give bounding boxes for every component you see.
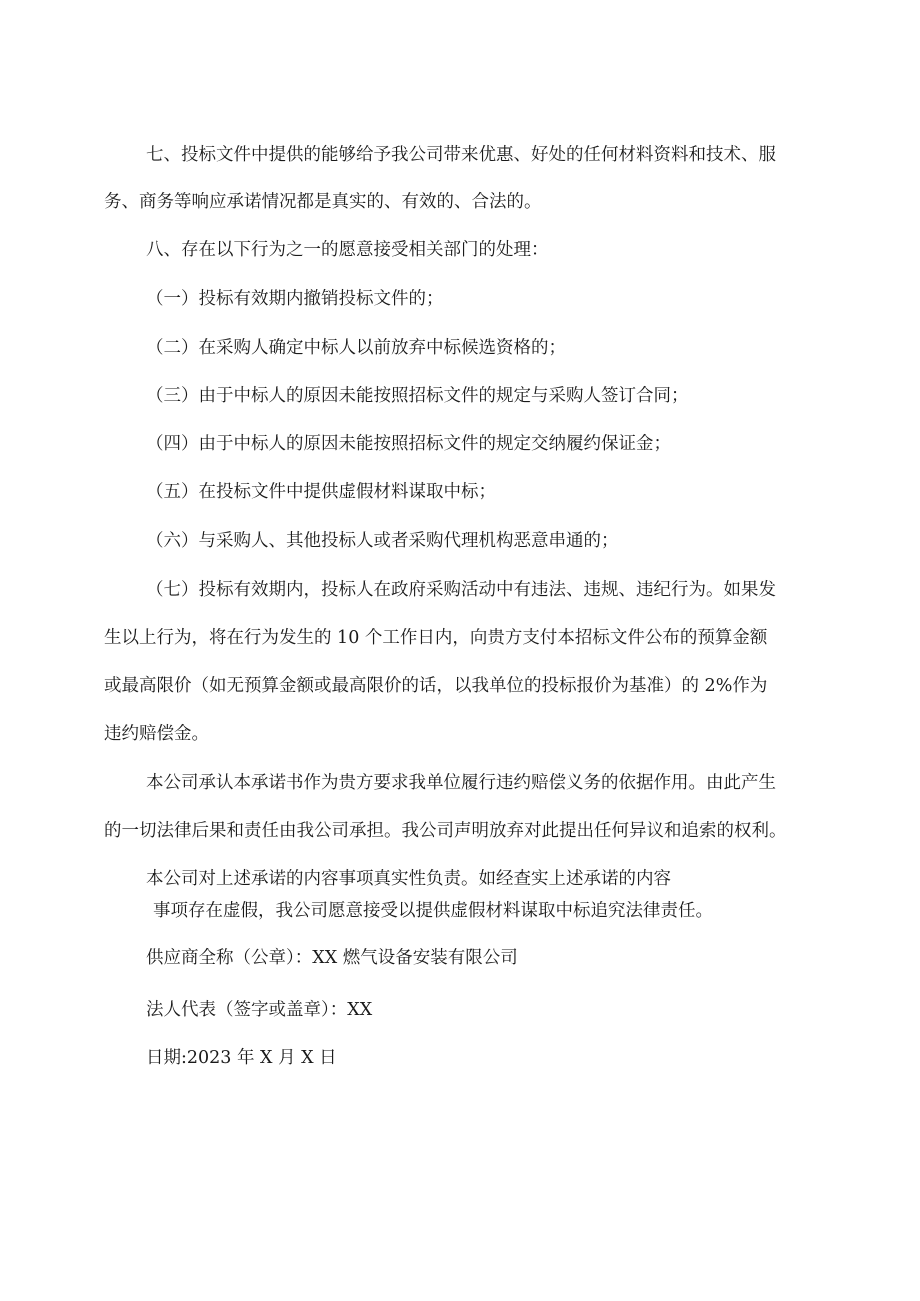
acknowledge-line-2: 的一切法律后果和责任由我公司承担。我公司声明放弃对此提出任何异议和追索的权利。: [104, 821, 787, 841]
legal-representative: 法人代表（签字或盖章）：XX: [146, 1000, 373, 1020]
signing-date: 日期:2023 年 X 月 X 日: [146, 1048, 337, 1068]
item8-sub-7-line-1: （七）投标有效期内，投标人在政府采购活动中有违法、违规、违纪行为。如果发: [146, 580, 776, 600]
item7-line-2: 务、商务等响应承诺情况都是真实的、有效的、合法的。: [104, 192, 542, 212]
item8-sub-2: （二）在采购人确定中标人以前放弃中标候选资格的；: [146, 338, 566, 358]
truth-line-2: 事项存在虚假，我公司愿意接受以提供虚假材料谋取中标追究法律责任。: [153, 901, 713, 921]
supplier-name: 供应商全称（公章）：XX 燃气设备安装有限公司: [146, 948, 518, 968]
item7-line-1: 七、投标文件中提供的能够给予我公司带来优惠、好处的任何材料资料和技术、服: [146, 145, 776, 165]
item8-sub-4: （四）由于中标人的原因未能按照招标文件的规定交纳履约保证金；: [146, 434, 671, 454]
item8-sub-7-line-4: 违约赔偿金。: [104, 724, 209, 744]
item8-sub-1: （一）投标有效期内撤销投标文件的；: [146, 289, 444, 309]
truth-line-1: 本公司对上述承诺的内容事项真实性负责。如经查实上述承诺的内容: [146, 869, 671, 889]
item8-sub-6: （六）与采购人、其他投标人或者采购代理机构恶意串通的；: [146, 531, 619, 551]
item8-sub-7-line-3: 或最高限价（如无预算金额或最高限价的话，以我单位的投标报价为基准）的 2%作为: [104, 676, 768, 696]
item8-sub-3: （三）由于中标人的原因未能按照招标文件的规定与采购人签订合同；: [146, 386, 689, 406]
acknowledge-line-1: 本公司承认本承诺书作为贵方要求我单位履行违约赔偿义务的依据作用。由此产生: [146, 773, 776, 793]
item8-sub-7-line-2: 生以上行为，将在行为发生的 10 个工作日内，向贵方支付本招标文件公布的预算金额: [104, 628, 768, 648]
item8-heading: 八、存在以下行为之一的愿意接受相关部门的处理：: [146, 240, 549, 260]
item8-sub-5: （五）在投标文件中提供虚假材料谋取中标；: [146, 482, 496, 502]
